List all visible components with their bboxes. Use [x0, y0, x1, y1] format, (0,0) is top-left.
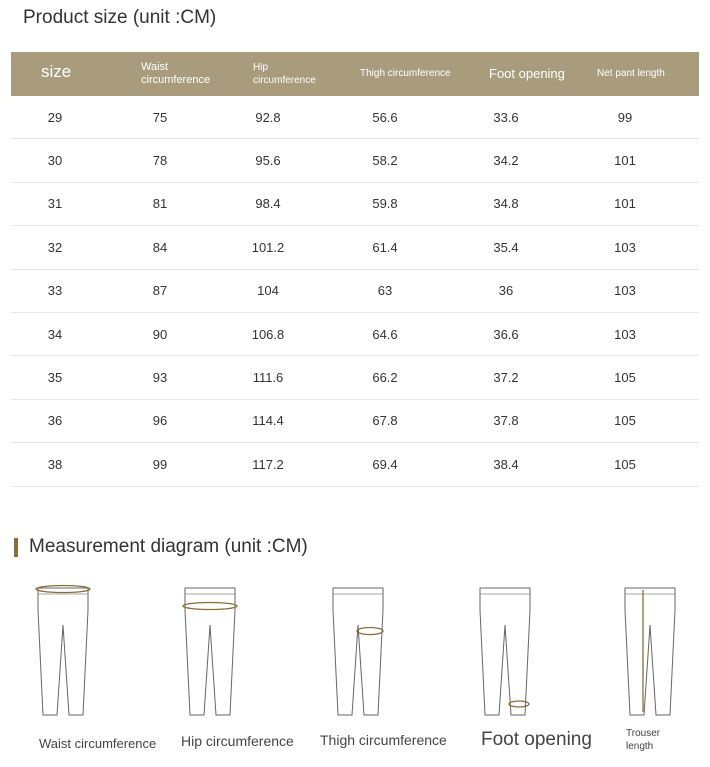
cell-net-pant-length: 105	[614, 413, 636, 429]
cell-foot-opening: 35.4	[493, 239, 519, 255]
cell-hip: 106.8	[251, 326, 285, 342]
cell-foot-opening: 34.8	[493, 196, 519, 212]
cell-net-pant-length: 103	[614, 326, 636, 342]
header-net-pant-length: Net pant length	[597, 68, 665, 79]
cell-foot-opening: 36	[498, 283, 514, 299]
cell-foot-opening: 33.6	[493, 109, 519, 125]
table-row	[11, 139, 699, 182]
cell-net-pant-length: 105	[614, 456, 636, 472]
cell-net-pant-length: 105	[614, 370, 636, 386]
cell-waist: 87	[152, 283, 168, 299]
waist-measure-marker	[36, 586, 90, 593]
cell-waist: 90	[152, 326, 168, 342]
cell-thigh: 66.2	[372, 370, 398, 386]
cell-waist: 81	[152, 196, 168, 212]
cell-size: 38	[47, 456, 63, 472]
pants-foot-opening-figure	[475, 580, 535, 720]
cell-net-pant-length: 99	[617, 109, 633, 125]
header-size: size	[41, 62, 72, 81]
size-table	[11, 52, 699, 487]
cell-hip: 114.4	[252, 413, 284, 429]
cell-thigh: 58.2	[372, 153, 398, 169]
cell-size: 31	[47, 196, 63, 212]
size-table-body	[11, 96, 699, 487]
product-size-title: Product size (unit :CM)	[23, 7, 217, 28]
cell-foot-opening: 38.4	[493, 456, 519, 472]
table-row	[11, 400, 699, 443]
size-table-header	[11, 52, 699, 96]
header-thigh: Thigh circumference	[360, 68, 451, 79]
header-waist: Waist circumference	[141, 61, 211, 86]
cell-thigh: 69.4	[372, 456, 398, 472]
table-row	[11, 313, 699, 356]
cell-hip: 101.2	[251, 239, 285, 255]
measurement-diagram-title	[14, 536, 308, 558]
pants-waist-figure	[33, 580, 93, 720]
hip-measure-marker	[183, 603, 237, 610]
cell-thigh: 56.6	[372, 109, 398, 125]
header-foot-opening: Foot opening	[489, 66, 565, 81]
cell-hip: 92.8	[255, 109, 281, 125]
section-accent-bar	[14, 538, 18, 557]
table-row	[11, 443, 699, 486]
pants-thigh-figure	[328, 580, 388, 720]
table-row	[11, 96, 699, 139]
cell-waist: 96	[152, 413, 168, 429]
cell-waist: 99	[152, 456, 168, 472]
cell-foot-opening: 34.2	[493, 153, 519, 169]
cell-net-pant-length: 103	[614, 283, 636, 299]
cell-thigh: 64.6	[372, 326, 398, 342]
cell-net-pant-length: 103	[614, 239, 636, 255]
cell-waist: 84	[152, 239, 168, 255]
caption-hip: Hip circumference	[181, 733, 294, 749]
cell-thigh: 67.8	[372, 413, 398, 429]
cell-thigh: 63	[377, 283, 393, 299]
cell-waist: 75	[152, 109, 168, 125]
thigh-measure-marker	[357, 628, 383, 635]
cell-size: 36	[47, 413, 63, 429]
cell-size: 35	[47, 370, 63, 386]
cell-size: 29	[47, 109, 63, 125]
table-row	[11, 183, 699, 226]
caption-trouser-length: Trouser length	[626, 728, 661, 752]
cell-size: 33	[47, 283, 63, 299]
cell-thigh: 59.8	[372, 196, 398, 212]
cell-foot-opening: 37.8	[493, 413, 519, 429]
cell-hip: 117.2	[252, 456, 284, 472]
cell-hip: 104	[257, 283, 279, 299]
cell-net-pant-length: 101	[614, 153, 636, 169]
cell-thigh: 61.4	[372, 239, 398, 255]
cell-waist: 78	[152, 153, 168, 169]
cell-hip: 111.6	[252, 370, 284, 386]
cell-hip: 95.6	[255, 153, 281, 169]
cell-waist: 93	[152, 370, 168, 386]
pants-hip-figure	[180, 580, 240, 720]
cell-foot-opening: 36.6	[493, 326, 519, 342]
table-row	[11, 356, 699, 399]
caption-thigh: Thigh circumference	[320, 732, 447, 748]
caption-foot-opening: Foot opening	[481, 729, 592, 750]
cell-foot-opening: 37.2	[493, 370, 519, 386]
pants-length-figure	[620, 580, 680, 720]
cell-size: 32	[47, 239, 63, 255]
table-row	[11, 270, 699, 313]
header-hip: Hip circumference	[253, 62, 316, 86]
measurement-diagram-title-text: Measurement diagram (unit :CM)	[29, 536, 308, 557]
table-row	[11, 226, 699, 269]
cell-hip: 98.4	[255, 196, 281, 212]
caption-waist: Waist circumference	[39, 736, 157, 751]
cell-size: 30	[47, 153, 63, 169]
cell-net-pant-length: 101	[614, 196, 636, 212]
cell-size: 34	[47, 326, 63, 342]
